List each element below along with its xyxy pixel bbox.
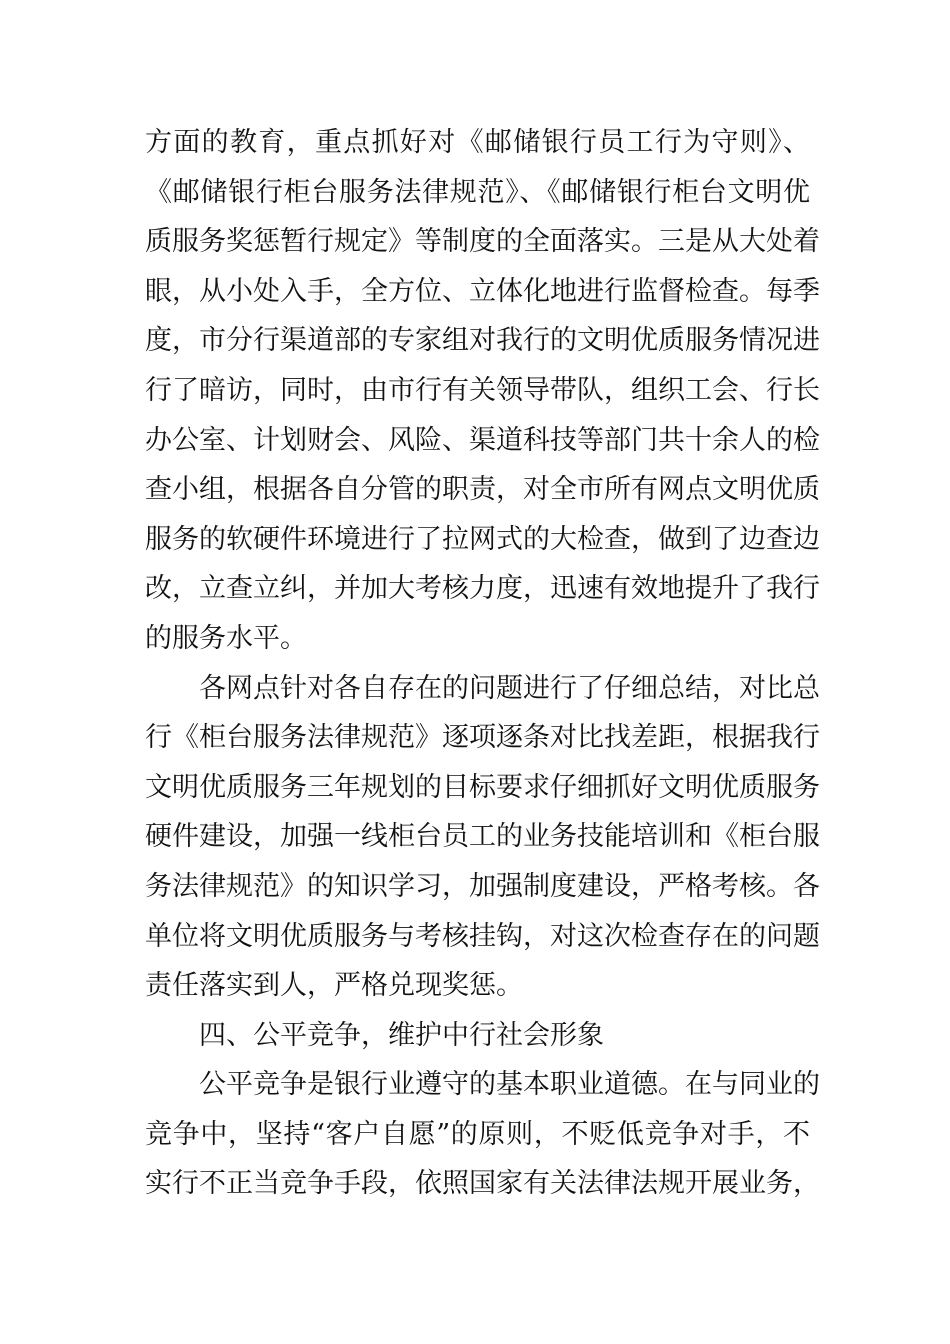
body-text-line: 责任落实到人，严格兑现奖惩。 — [145, 970, 523, 1002]
body-text-line: 服务的软硬件环境进行了拉网式的大检查，做到了边查边 — [145, 523, 820, 555]
body-text-line: 硬件建设，加强一线柜台员工的业务技能培训和《柜台服 — [145, 821, 820, 853]
body-text-line: 实行不正当竞争手段，依照国家有关法律法规开展业务， — [145, 1168, 820, 1200]
paragraph-first-line: 各网点针对各自存在的问题进行了仔细总结，对比总 — [199, 672, 820, 704]
body-text-line: 务法律规范》的知识学习，加强制度建设，严格考核。各 — [145, 870, 820, 902]
body-text-line: 度，市分行渠道部的专家组对我行的文明优质服务情况进 — [145, 325, 820, 357]
body-text-line: 文明优质服务三年规划的目标要求仔细抓好文明优质服务 — [145, 771, 820, 803]
document-body — [145, 118, 820, 1209]
body-text-line: 的服务水平。 — [145, 622, 307, 654]
body-text-line: 《邮储银行柜台服务法律规范》、《邮储银行柜台文明优 — [145, 176, 810, 208]
body-text-line: 眼，从小处入手，全方位、立体化地进行监督检查。每季 — [145, 275, 820, 307]
body-text-line: 行《柜台服务法律规范》逐项逐条对比找差距，根据我行 — [145, 722, 820, 754]
body-text-line: 行了暗访，同时，由市行有关领导带队，组织工会、行长 — [145, 374, 820, 406]
paragraph-first-line: 公平竞争是银行业遵守的基本职业道德。在与同业的 — [199, 1069, 820, 1101]
body-text-line: 办公室、计划财会、风险、渠道科技等部门共十余人的检 — [145, 424, 820, 456]
body-text-line: 查小组，根据各自分管的职责，对全市所有网点文明优质 — [145, 474, 820, 506]
section-heading: 四、公平竞争，维护中行社会形象 — [199, 1019, 604, 1051]
body-text-line: 质服务奖惩暂行规定》等制度的全面落实。三是从大处着 — [145, 226, 820, 258]
body-text-line: 竞争中，坚持“客户自愿”的原则，不贬低竞争对手，不 — [145, 1118, 810, 1150]
body-text-line: 改，立查立纠，并加大考核力度，迅速有效地提升了我行 — [145, 573, 820, 605]
body-text-line: 方面的教育，重点抓好对《邮储银行员工行为守则》、 — [145, 127, 810, 158]
body-text-line: 单位将文明优质服务与考核挂钩，对这次检查存在的问题 — [145, 920, 820, 952]
